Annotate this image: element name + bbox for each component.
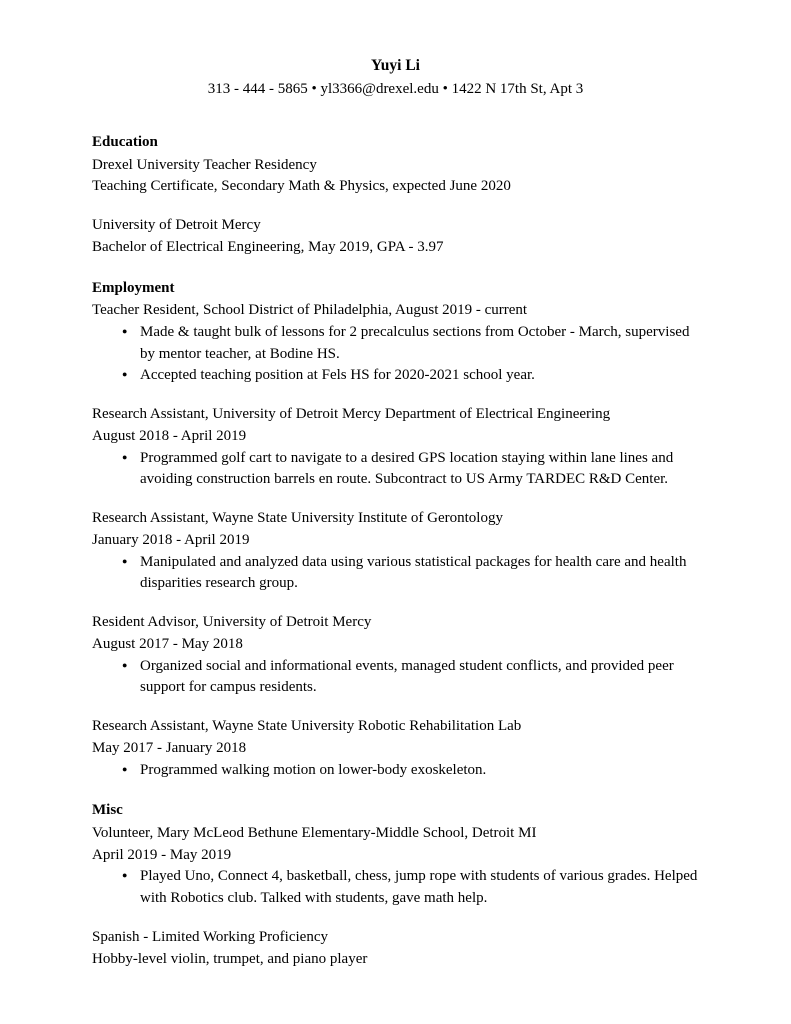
entry-line: August 2017 - May 2018 xyxy=(92,635,243,652)
entry-line: January 2018 - April 2019 xyxy=(92,531,250,548)
bullet-list xyxy=(92,656,699,700)
bullet-list xyxy=(92,760,699,782)
entry-line: May 2017 - January 2018 xyxy=(92,739,247,756)
entry-line: Spanish - Limited Working Proficiency xyxy=(92,928,328,945)
bullet-list xyxy=(92,552,699,596)
entry xyxy=(92,927,699,971)
entry xyxy=(92,508,699,595)
entry-line: Research Assistant, Wayne State University Institute of Gerontology xyxy=(92,510,503,527)
list-item: ● Programmed walking motion on lower-body exoskeleton. xyxy=(140,760,699,782)
entry-line: Drexel University Teacher Residency xyxy=(92,156,317,173)
list-item: ● Organized social and informational events, managed student conflicts, and provided peer support for campus residents. xyxy=(140,656,699,700)
section-heading: Education xyxy=(92,134,158,151)
entry-line: Resident Advisor, University of Detroit Mercy xyxy=(92,614,372,631)
contact-line: 313 - 444 - 5865 • yl3366@drexel.edu • 1422 N 17th St, Apt 3 xyxy=(207,81,584,98)
entry xyxy=(92,300,699,387)
entry xyxy=(92,404,699,491)
spacer xyxy=(92,595,699,612)
section-employment xyxy=(92,277,699,782)
entry xyxy=(92,823,699,910)
list-item: ● Accepted teaching position at Fels HS for 2020-2021 school year. xyxy=(140,365,699,387)
section-education xyxy=(92,131,699,259)
spacer xyxy=(92,491,699,508)
entry-line: August 2018 - April 2019 xyxy=(92,427,247,444)
entry-line: Teaching Certificate, Secondary Math & Physics, expected June 2020 xyxy=(92,178,511,195)
spacer xyxy=(92,781,699,799)
list-item: ● Manipulated and analyzed data using various statistical packages for health care and health disparities research group. xyxy=(140,552,699,596)
section-misc xyxy=(92,799,699,970)
entry-line: Hobby-level violin, trumpet, and piano player xyxy=(92,950,368,967)
spacer xyxy=(92,259,699,277)
entry xyxy=(92,612,699,699)
entry-line: Volunteer, Mary McLeod Bethune Elementary-Middle School, Detroit MI xyxy=(92,824,537,841)
entry-line: Research Assistant, Wayne State University Robotic Rehabilitation Lab xyxy=(92,718,522,735)
entry-line: Bachelor of Electrical Engineering, May 2019, GPA - 3.97 xyxy=(92,238,444,255)
section-heading: Employment xyxy=(92,279,175,296)
entry xyxy=(92,215,699,259)
spacer xyxy=(92,387,699,404)
entry-line: University of Detroit Mercy xyxy=(92,217,261,234)
bullet-list xyxy=(92,866,699,910)
entry xyxy=(92,155,699,199)
section-heading: Misc xyxy=(92,802,123,819)
spacer xyxy=(92,198,699,215)
entry-line: Research Assistant, University of Detroit Mercy Department of Electrical Engineering xyxy=(92,406,611,423)
entry-line: Teacher Resident, School District of Philadelphia, August 2019 - current xyxy=(92,302,528,319)
spacer xyxy=(92,910,699,927)
resume-header xyxy=(92,55,699,101)
list-item: ● Made & taught bulk of lessons for 2 precalculus sections from October - March, supervised by mentor teacher, at Bodine HS. xyxy=(140,322,699,366)
entry xyxy=(92,716,699,781)
list-item: ● Played Uno, Connect 4, basketball, chess, jump rope with students of various grades. Helped with Robotics club. Talked with students, gave math help. xyxy=(140,866,699,910)
page-title: Yuyi Li xyxy=(371,57,420,74)
list-item: ● Programmed golf cart to navigate to a desired GPS location staying within lane lines and avoiding construction barrels en route. Subcontract to US Army TARDEC R&D Center. xyxy=(140,448,699,492)
entry-line: April 2019 - May 2019 xyxy=(92,846,232,863)
bullet-list xyxy=(92,448,699,492)
spacer xyxy=(92,699,699,716)
bullet-list xyxy=(92,322,699,387)
